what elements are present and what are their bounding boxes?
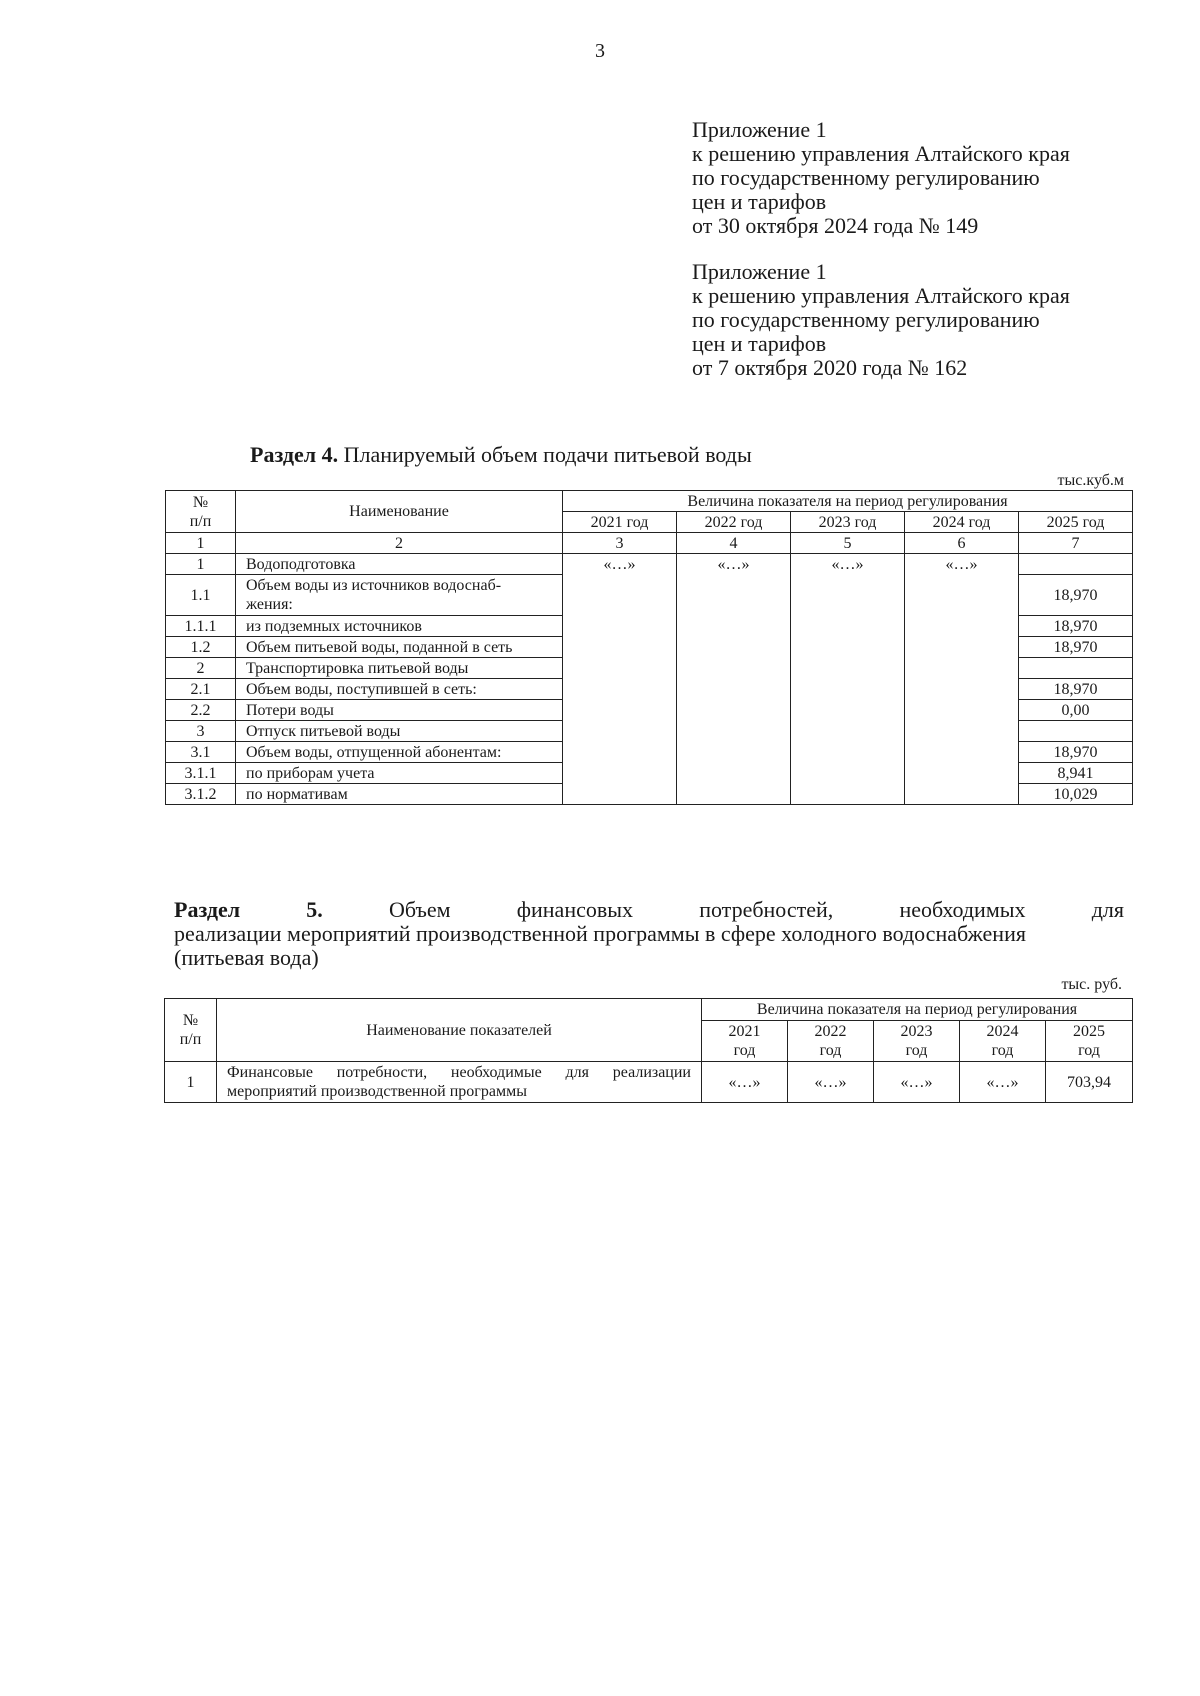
section4-title [250, 442, 752, 468]
header-year: 2021 год [702, 1021, 788, 1062]
section4-unit: тыс.куб.м [1057, 472, 1124, 489]
section5-title-word: Раздел [174, 897, 241, 922]
section5-title-word: для [1091, 897, 1124, 922]
header-period: Величина показателя на период регулирования [563, 491, 1133, 512]
row-num: 3.1.2 [166, 784, 236, 805]
header-year: 2025 год [1019, 512, 1133, 533]
section5-title-word: Объем [388, 897, 451, 922]
value-2025: 10,029 [1019, 784, 1133, 805]
section5-title [174, 898, 1124, 970]
appendix-line: Приложение 1 [692, 117, 827, 142]
table-row [166, 679, 1133, 700]
page-number: 3 [595, 40, 605, 62]
header-year: 2022 год [677, 512, 791, 533]
value-2025: 18,970 [1019, 637, 1133, 658]
row-name: Потери воды [236, 700, 563, 721]
appendix-line: по государственному регулированию [692, 165, 1040, 190]
row-name: Транспортировка питьевой воды [236, 658, 563, 679]
table-row [165, 1062, 1133, 1103]
row-name: Водоподготовка [236, 554, 563, 575]
table-row [166, 616, 1133, 637]
header-name: Наименование показателей [217, 999, 702, 1062]
header-name: Наименование [236, 491, 563, 533]
header-num: № п/п [166, 491, 236, 533]
value-cell: «…» [791, 554, 905, 575]
row-num: 3 [166, 721, 236, 742]
header-num: № п/п [165, 999, 217, 1062]
section5-title-word: потребностей, [699, 897, 834, 922]
table-row [166, 742, 1133, 763]
value-2025: 0,00 [1019, 700, 1133, 721]
row-name: по приборам учета [236, 763, 563, 784]
header-year: 2024 год [960, 1021, 1046, 1062]
row-num: 1 [165, 1062, 217, 1103]
col-number: 7 [1019, 533, 1133, 554]
row-num: 3.1 [166, 742, 236, 763]
value-2025: 8,941 [1019, 763, 1133, 784]
value-2025: 18,970 [1019, 575, 1133, 616]
appendix-block-current [692, 118, 1070, 238]
value-2025 [1019, 658, 1133, 679]
row-name: по нормативам [236, 784, 563, 805]
row-name: Объем воды, поступившей в сеть: [236, 679, 563, 700]
row-num: 1.1.1 [166, 616, 236, 637]
header-year: 2021 год [563, 512, 677, 533]
row-name: Объем воды из источников водоснаб- жения: [236, 575, 563, 616]
row-name: Объем воды, отпущенной абонентам: [236, 742, 563, 763]
table-row [166, 575, 1133, 616]
value-2025: 703,94 [1046, 1062, 1133, 1103]
water-volume-table [165, 490, 1133, 805]
appendix-line: цен и тарифов [692, 331, 827, 356]
value-2025: 18,970 [1019, 742, 1133, 763]
table-colnum-row [166, 533, 1133, 554]
value-cell: «…» [563, 554, 677, 575]
row-name: Объем питьевой воды, поданной в сеть [236, 637, 563, 658]
row-name: Отпуск питьевой воды [236, 721, 563, 742]
header-year: 2023 год [791, 512, 905, 533]
row-name: Финансовые потребности, необходимые для реализации мероприятий производственной программы [217, 1062, 702, 1103]
financial-needs-table [164, 998, 1133, 1103]
col-number: 1 [166, 533, 236, 554]
header-year: 2023 год [874, 1021, 960, 1062]
section4-title-text: Планируемый объем подачи питьевой воды [338, 442, 752, 467]
row-num: 1.2 [166, 637, 236, 658]
row-num: 2.2 [166, 700, 236, 721]
col-number: 2 [236, 533, 563, 554]
header-year: 2025 год [1046, 1021, 1133, 1062]
table-header-row [166, 491, 1133, 512]
table-row [166, 700, 1133, 721]
value-cell: «…» [960, 1062, 1046, 1103]
value-cell: «…» [905, 554, 1019, 575]
appendix-line: по государственному регулированию [692, 307, 1040, 332]
section5-title-line: (питьевая вода) [174, 945, 319, 970]
appendix-block-original [692, 260, 1070, 380]
col-number: 4 [677, 533, 791, 554]
appendix-line: к решению управления Алтайского края [692, 141, 1070, 166]
row-num: 1 [166, 554, 236, 575]
value-cell: «…» [788, 1062, 874, 1103]
appendix-line: от 30 октября 2024 года № 149 [692, 213, 979, 238]
section5-unit: тыс. руб. [1061, 976, 1122, 993]
appendix-line: от 7 октября 2020 года № 162 [692, 355, 968, 380]
table-row [166, 721, 1133, 742]
value-2025 [1019, 554, 1133, 575]
col-number: 5 [791, 533, 905, 554]
row-num: 2 [166, 658, 236, 679]
value-2025: 18,970 [1019, 679, 1133, 700]
section5-title-line: реализации мероприятий производственной программы в сфере холодного водоснабжения [174, 921, 1026, 946]
section5-title-word: финансовых [516, 897, 634, 922]
appendix-line: цен и тарифов [692, 189, 827, 214]
header-period: Величина показателя на период регулирования [702, 999, 1133, 1021]
value-cell: «…» [677, 554, 791, 575]
section5-title-word: 5. [306, 897, 323, 922]
section4-title-bold: Раздел 4. [250, 442, 339, 467]
appendix-line: к решению управления Алтайского края [692, 283, 1070, 308]
table-header-row [165, 999, 1133, 1021]
row-num: 3.1.1 [166, 763, 236, 784]
row-num: 1.1 [166, 575, 236, 616]
table-row [166, 658, 1133, 679]
value-2025: 18,970 [1019, 616, 1133, 637]
header-year: 2024 год [905, 512, 1019, 533]
table-row [166, 784, 1133, 805]
col-number: 6 [905, 533, 1019, 554]
header-year: 2022 год [788, 1021, 874, 1062]
table-row [166, 637, 1133, 658]
table-row [166, 763, 1133, 784]
appendix-line: Приложение 1 [692, 259, 827, 284]
row-num: 2.1 [166, 679, 236, 700]
value-cell: «…» [702, 1062, 788, 1103]
section5-title-word: необходимых [899, 897, 1026, 922]
col-number: 3 [563, 533, 677, 554]
value-cell: «…» [874, 1062, 960, 1103]
table-row [166, 554, 1133, 575]
value-2025 [1019, 721, 1133, 742]
row-name: из подземных источников [236, 616, 563, 637]
